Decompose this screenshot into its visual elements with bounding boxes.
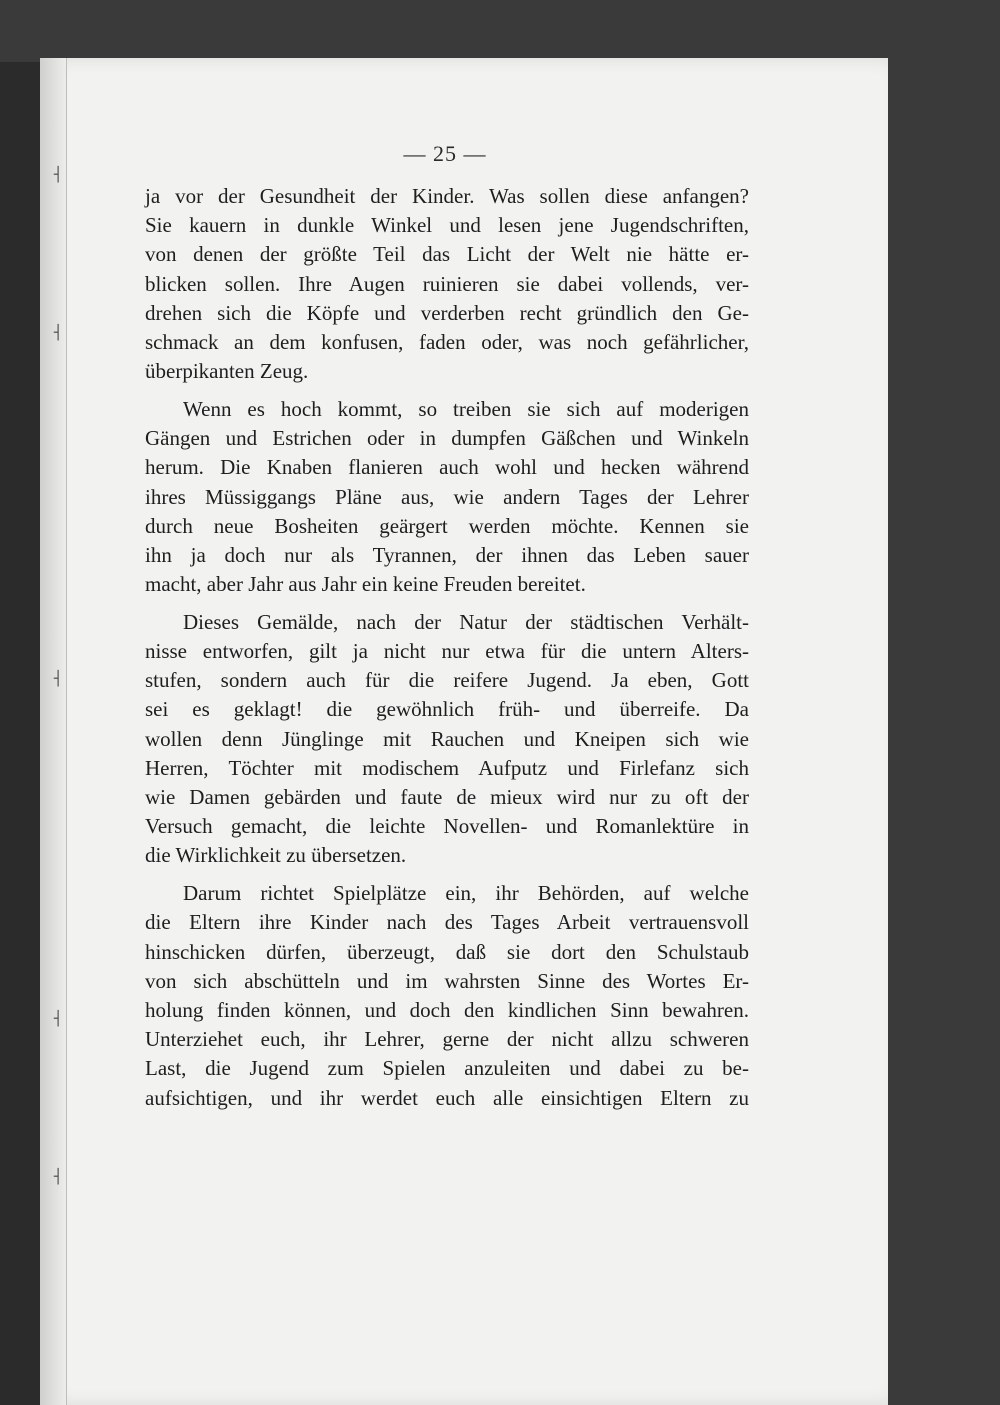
text-line: macht, aber Jahr aus Jahr ein keine Freuden bereitet. — [145, 572, 586, 597]
gutter-tick-mark: ┤ — [54, 167, 63, 183]
text-line: blicken sollen. Ihre Augen ruinieren sie dabei vollends, ver- — [145, 271, 749, 296]
gutter-tick-mark: ┤ — [54, 1011, 63, 1027]
text-line: Darum richtet Spielplätze ein, ihr Behörden, auf welche — [183, 881, 749, 906]
paragraph — [145, 182, 749, 386]
text-line: wollen denn Jünglinge mit Rauchen und Kneipen sich wie — [145, 726, 749, 751]
text-line: Unterziehet euch, ihr Lehrer, gerne der nicht allzu schweren — [145, 1027, 749, 1052]
text-line: die Eltern ihre Kinder nach des Tages Arbeit vertrauensvoll — [145, 910, 749, 935]
text-line: ja vor der Gesundheit der Kinder. Was sollen diese anfangen? — [145, 184, 749, 208]
page-number: — 25 — — [403, 141, 487, 166]
text-line: Last, die Jugend zum Spielen anzuleiten und dabei zu be- — [145, 1056, 749, 1081]
text-line: wie Damen gebärden und faute de mieux wird nur zu oft der — [145, 785, 749, 810]
text-line: herum. Die Knaben flanieren auch wohl und hecken während — [145, 455, 749, 480]
text-line: von denen der größte Teil das Licht der Welt nie hätte er- — [145, 242, 749, 267]
page-gutter — [40, 58, 67, 1405]
text-line: von sich abschütteln und im wahrsten Sinne des Wortes Er- — [145, 968, 749, 993]
text-line: Dieses Gemälde, nach der Natur der städtischen Verhält- — [183, 609, 749, 634]
paragraph — [145, 879, 749, 1113]
body-text — [145, 182, 749, 1121]
text-line: Sie kauern in dunkle Winkel und lesen jene Jugendschriften, — [145, 213, 749, 238]
text-line: schmack an dem konfusen, faden oder, was noch gefährlicher, — [145, 330, 749, 355]
scan-background-right — [882, 0, 1000, 1405]
text-line: ihn ja doch nur als Tyrannen, der ihnen das Leben sauer — [145, 542, 749, 567]
text-line: überpikanten Zeug. — [145, 359, 309, 384]
text-line: aufsichtigen, und ihr werdet euch alle einsichtigen Eltern zu — [145, 1085, 749, 1110]
text-line: drehen sich die Köpfe und verderben recht gründlich den Ge- — [145, 300, 749, 325]
text-line: sei es geklagt! die gewöhnlich früh- und überreife. Da — [145, 697, 749, 722]
scan-background-top — [0, 0, 1000, 62]
text-line: durch neue Bosheiten geärgert werden möchte. Kennen sie — [145, 513, 749, 538]
text-line: stufen, sondern auch für die reifere Jugend. Ja eben, Gott — [145, 668, 749, 693]
gutter-tick-mark: ┤ — [54, 325, 63, 341]
text-line: Herren, Töchter mit modischem Aufputz und Firlefanz sich — [145, 755, 749, 780]
text-line: Versuch gemacht, die leichte Novellen- und Romanlektüre in — [145, 814, 749, 839]
text-line: hinschicken dürfen, überzeugt, daß sie dort den Schulstaub — [145, 939, 749, 964]
text-line: Wenn es hoch kommt, so treiben sie sich auf moderigen — [183, 396, 749, 421]
text-line: die Wirklichkeit zu übersetzen. — [145, 843, 407, 868]
gutter-tick-mark: ┤ — [54, 1169, 63, 1185]
text-line: nisse entworfen, gilt ja nicht nur etwa für die untern Alters- — [145, 639, 749, 664]
paragraph — [145, 395, 749, 599]
paragraph — [145, 608, 749, 871]
gutter-tick-mark: ┤ — [54, 671, 63, 687]
text-line: holung finden können, und doch den kindlichen Sinn bewahren. — [145, 997, 749, 1022]
text-line: ihres Müssiggangs Pläne aus, wie andern Tages der Lehrer — [145, 484, 749, 509]
text-line: Gängen und Estrichen oder in dumpfen Gäßchen und Winkeln — [145, 426, 749, 451]
